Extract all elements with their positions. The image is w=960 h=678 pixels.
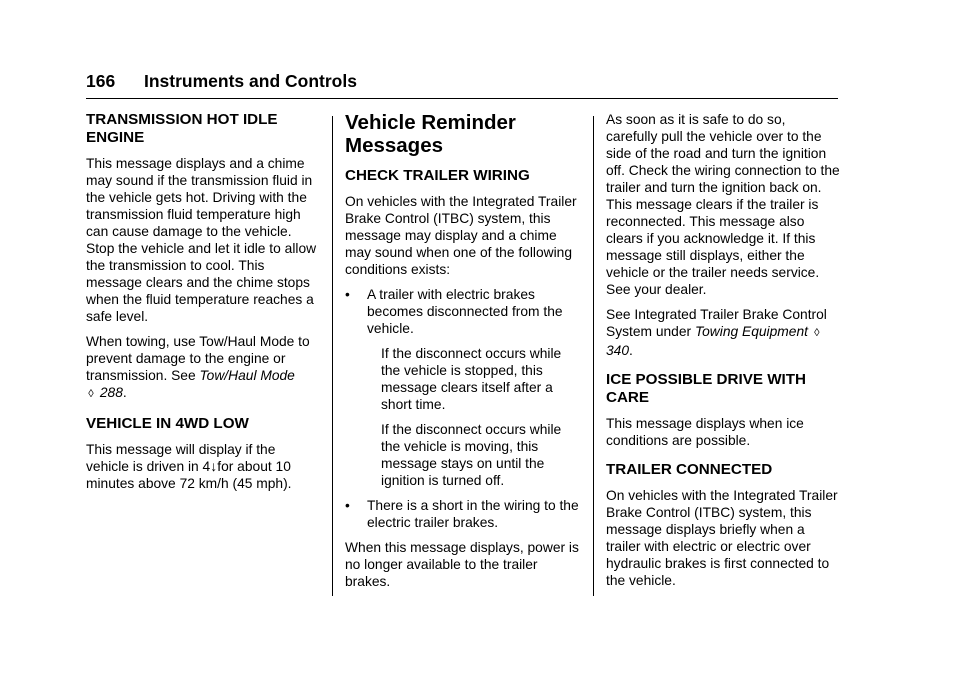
page-header bbox=[86, 70, 838, 92]
bullet-text: There is a short in the wiring to the electric trailer brakes. bbox=[367, 498, 579, 530]
column-divider-2 bbox=[593, 116, 594, 596]
page-reference-icon: ◊ bbox=[814, 327, 820, 339]
towing-equipment-link[interactable]: Towing Equipment bbox=[694, 324, 808, 339]
paragraph: On vehicles with the Integrated Trailer Brake Control (ITBC) system, this message may display and a chime may sound when one of the following conditions exists: bbox=[345, 194, 577, 277]
paragraph: This message displays when ice conditions are possible. bbox=[606, 416, 804, 448]
4wd-low-mode-icon: ↓ bbox=[210, 458, 218, 474]
bullet-mark: • bbox=[345, 287, 350, 302]
paragraph-4wd-low: This message will display if the vehicle is driven in 4↓for about 10 minutes above 72 km/h (45 mph). bbox=[86, 442, 292, 491]
sub-paragraph: If the disconnect occurs while the vehicle is moving, this message stays on until the ignition is turned off. bbox=[381, 422, 562, 488]
heading-check-trailer-wiring: CHECK TRAILER WIRING bbox=[345, 167, 530, 184]
column-divider-1 bbox=[332, 116, 333, 596]
page-title: Instruments and Controls bbox=[144, 71, 357, 91]
page-reference-icon: ◊ bbox=[88, 388, 94, 400]
bullet-item bbox=[345, 497, 583, 531]
column-3 bbox=[606, 111, 840, 597]
page-ref-340[interactable]: 340 bbox=[606, 343, 630, 358]
paragraph-see-itbc: See Integrated Trailer Brake Control System under Towing Equipment ◊ 340. bbox=[606, 307, 827, 358]
header-rule bbox=[86, 98, 838, 99]
bullet-mark: • bbox=[345, 498, 350, 513]
page-number: 166 bbox=[86, 71, 116, 91]
section-title-vehicle-reminder: Vehicle Reminder Messages bbox=[345, 111, 516, 157]
paragraph: When this message displays, power is no longer available to the trailer brakes. bbox=[345, 540, 579, 589]
heading-trailer-connected: TRAILER CONNECTED bbox=[606, 461, 773, 478]
column-1 bbox=[86, 111, 322, 500]
tow-haul-mode-link[interactable]: Tow/Haul Mode bbox=[199, 368, 295, 383]
heading-transmission-hot-idle: TRANSMISSION HOT IDLE ENGINE bbox=[86, 111, 278, 146]
heading-ice-possible: ICE POSSIBLE DRIVE WITH CARE bbox=[606, 371, 806, 406]
paragraph: On vehicles with the Integrated Trailer Brake Control (ITBC) system, this message displays briefly when a trailer with electric or electric over hydraulic brakes is first connected to the vehicle. bbox=[606, 488, 838, 588]
sub-paragraph: If the disconnect occurs while the vehicle is stopped, this message clears itself after a short time. bbox=[381, 346, 562, 412]
heading-vehicle-4wd-low: VEHICLE IN 4WD LOW bbox=[86, 415, 249, 432]
bullet-item bbox=[345, 286, 583, 337]
paragraph: As soon as it is safe to do so, carefully pull the vehicle over to the side of the road and turn the ignition off. Check the wiring connection to the trailer and turn the ignition back on. This message clears if the trailer is reconnected. This message also clears if you acknowledge it. If this message still displays, either the vehicle or the trailer needs service. See your dealer. bbox=[606, 112, 840, 297]
paragraph-tow-haul: When towing, use Tow/Haul Mode to prevent damage to the engine or transmission. See Tow/Haul Mode ◊ 288. bbox=[86, 333, 322, 403]
column-2 bbox=[345, 111, 583, 598]
page-ref-288[interactable]: 288 bbox=[99, 385, 123, 400]
bullet-text: A trailer with electric brakes becomes disconnected from the vehicle. bbox=[367, 287, 563, 336]
paragraph: This message displays and a chime may sound if the transmission fluid in the vehicle gets hot. Driving with the transmission fluid temperature high can cause damage to the vehicle. Stop the vehicle and let it idle to allow the transmission to cool. This message clears and the chime stops when the fluid temperature reaches a safe level. bbox=[86, 156, 317, 324]
